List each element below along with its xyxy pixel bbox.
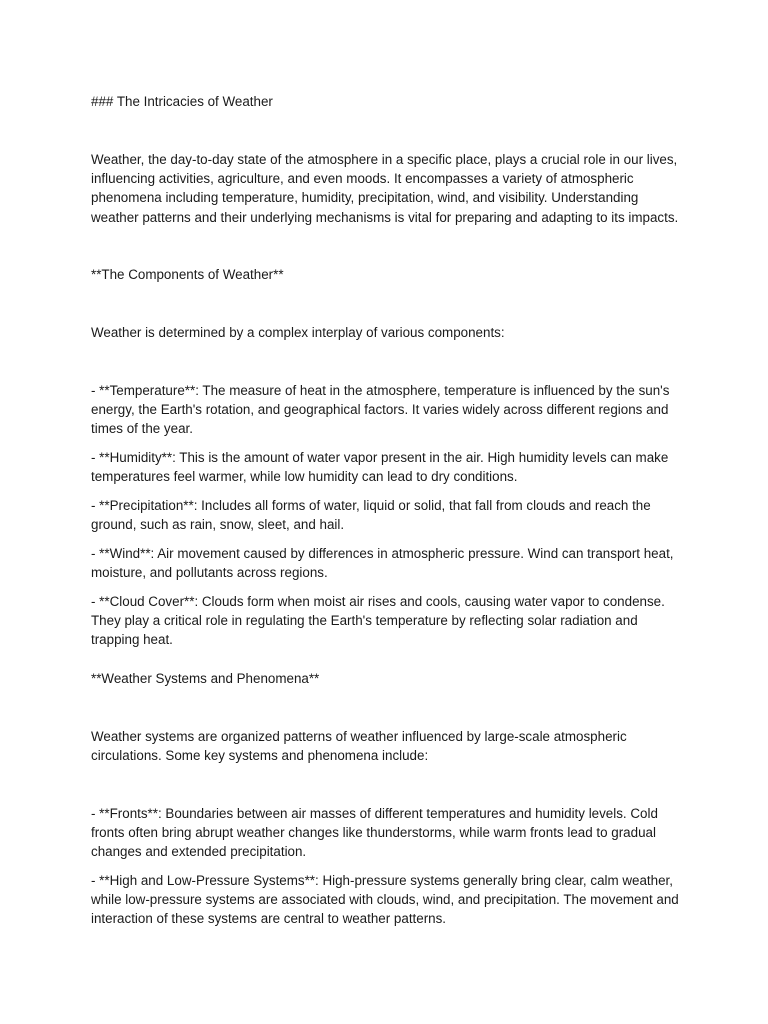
section-lead-systems: Weather systems are organized patterns of weather influenced by large-scale atmospheric circulations. Some key systems and phenomena include: [91,729,627,764]
list-item-precipitation: - **Precipitation**: Includes all forms of water, liquid or solid, that fall from clouds and reach the ground, such as rain, snow, sleet, and hail. [91,498,651,533]
list-item-fronts: - **Fronts**: Boundaries between air masses of different temperatures and humidity levels. Cold fronts often bring abrupt weather changes like thunderstorms, while warm fronts lead to gradual changes and extended precipitation. [91,806,658,860]
list-item-humidity: - **Humidity**: This is the amount of water vapor present in the air. High humidity levels can make temperatures feel warmer, while low humidity can lead to dry conditions. [91,450,669,485]
list-item-cloud-cover: - **Cloud Cover**: Clouds form when moist air rises and cools, causing water vapor to condense. They play a critical role in regulating the Earth's temperature by reflecting solar radiation and trapping heat. [91,594,665,648]
list-item-temperature: - **Temperature**: The measure of heat in the atmosphere, temperature is influenced by the sun's energy, the Earth's rotation, and geographical factors. It varies widely across different regions and times of the year. [91,383,670,437]
document-heading: ### The Intricacies of Weather [91,94,273,109]
section-lead-components: Weather is determined by a complex interplay of various components: [91,325,505,340]
list-item-wind: - **Wind**: Air movement caused by differences in atmospheric pressure. Wind can transport heat, moisture, and pollutants across regions. [91,546,674,581]
section-title-components: **The Components of Weather** [91,267,284,282]
list-item-pressure-systems: - **High and Low-Pressure Systems**: High-pressure systems generally bring clear, calm weather, while low-pressure systems are associated with clouds, wind, and precipitation. The movement and interaction of these systems are central to weather patterns. [91,873,679,927]
section-title-systems: **Weather Systems and Phenomena** [91,671,320,686]
intro-paragraph: Weather, the day-to-day state of the atmosphere in a specific place, plays a crucial role in our lives, influencing activities, agriculture, and even moods. It encompasses a variety of atmospheric phenomena including temperature, humidity, precipitation, wind, and visibility. Understanding weather patterns and their underlying mechanisms is vital for preparing and adapting to its impacts. [91,152,679,225]
